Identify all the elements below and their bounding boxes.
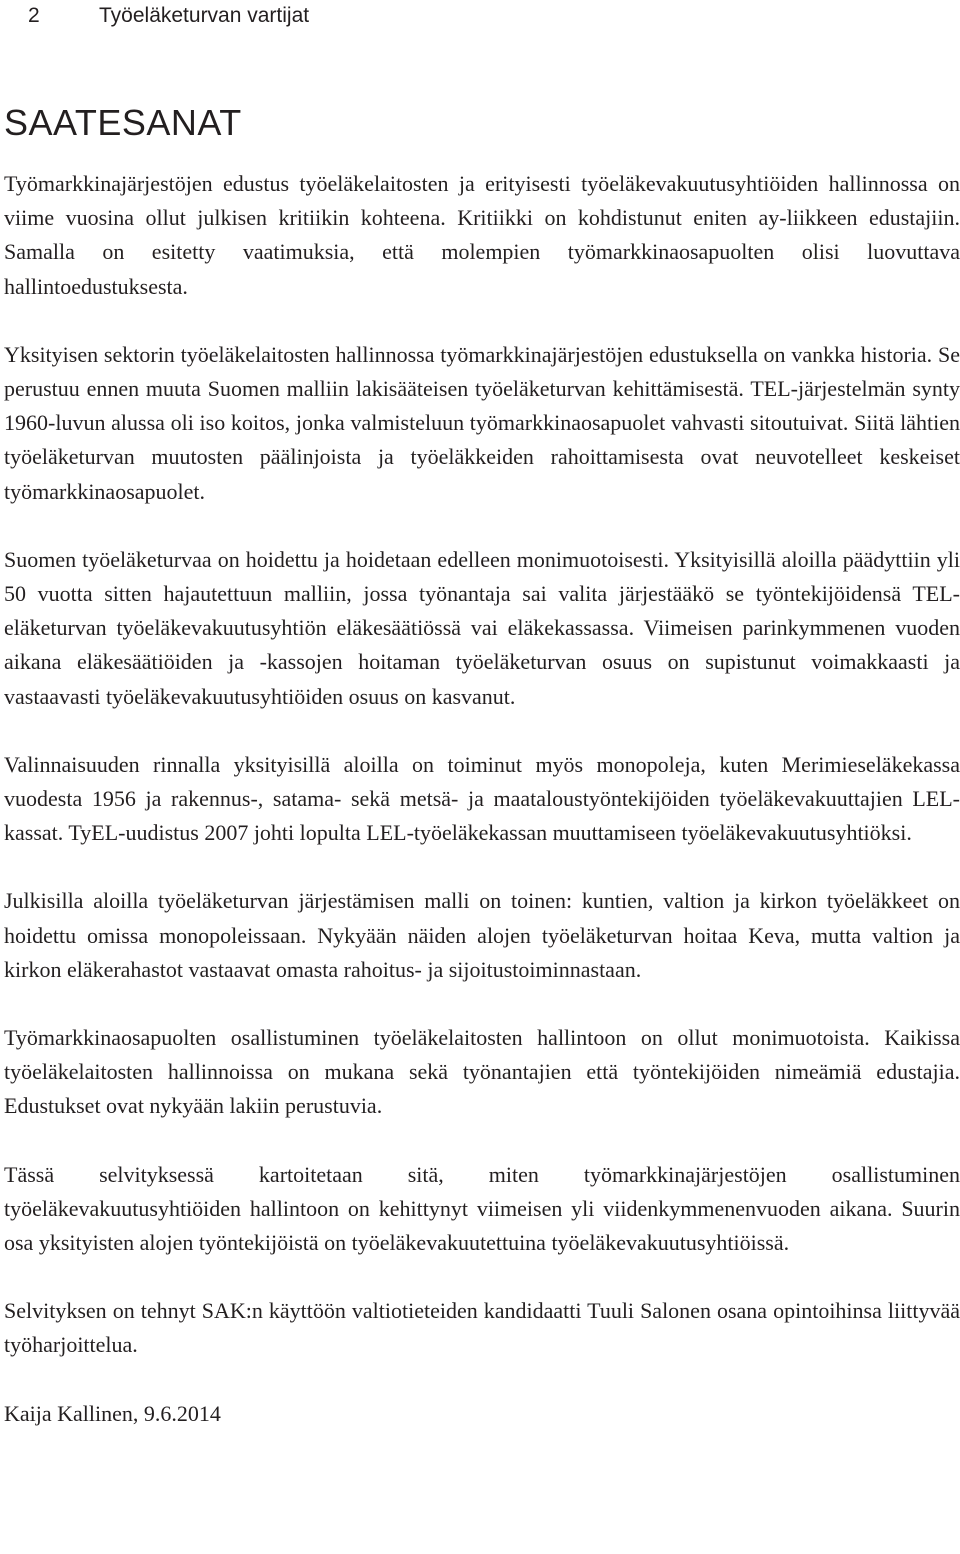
page-number: 2 <box>28 4 40 27</box>
page-title: SAATESANAT <box>4 102 242 143</box>
paragraph: Selvityksen on tehnyt SAK:n käyttöön valtiotieteiden kandidaatti Tuuli Salonen osana opintoihinsa liittyvää työharjoittelua. <box>4 1298 960 1358</box>
paragraph: Julkisilla aloilla työeläketurvan järjestämisen malli on toinen: kuntien, valtion ja kirkon työeläkkeet on hoidettu omissa monopoleissaan. Nykyään näiden alojen työeläketurvan hoitaa Keva, mutta valtion ja kirkon eläkerahastot vastaavat omasta rahoitus- ja sijoitustoiminnastaan. <box>4 888 960 982</box>
paragraph: Yksityisen sektorin työeläkelaitosten hallinnossa työmarkkinajärjestöjen edustuksella on vankka historia. Se perustuu ennen muuta Suomen malliin lakisääteisen työeläketurvan kehittämisestä. TEL-järjestelmän synty 1960-luvun alussa oli iso koitos, jonka valmisteluun työmarkkinaosapuolet vahvasti sitoutuivat. Siitä lähtien työeläketurvan muutosten päälinjoista ja työeläkkeiden rahoittamisesta ovat neuvotelleet keskeiset työmarkkinaosapuolet. <box>4 341 960 504</box>
running-header <box>28 2 309 30</box>
paragraph: Valinnaisuuden rinnalla yksityisillä aloilla on toiminut myös monopoleja, kuten Merimieseläkekassa vuodesta 1956 ja rakennus-, satama- sekä metsä- ja maataloustyöntekijöiden työeläkevakuuttajien LEL-kassat. TyEL-uudistus 2007 johti lopulta LEL-työeläkekassan muuttamiseen työeläkevakuutusyhtiöksi. <box>4 751 960 846</box>
paragraph: Työmarkkinajärjestöjen edustus työeläkelaitosten ja erityisesti työeläkevakuutusyhtiöiden hallinnossa on viime vuosina ollut julkisen kritiikin kohteena. Kritiikki on kohdistunut eniten ay-liikkeen edustajiin. Samalla on esitetty vaatimuksia, että molempien työmarkkinaosapuolten olisi luovuttava hallintoedustuksesta. <box>4 171 960 299</box>
body-text <box>4 167 960 1431</box>
paragraph: Tässä selvityksessä kartoitetaan sitä, miten työmarkkinajärjestöjen osallistuminen työeläkevakuutusyhtiöiden hallintoon on kehittynyt viimeisen yli viidenkymmenenvuoden aikana. Suurin osa yksityisten alojen työntekijöistä on työeläkevakuutettuina työeläkevakuutusyhtiöissä. <box>4 1161 960 1256</box>
running-title: Työeläketurvan vartijat <box>99 4 310 27</box>
paragraph: Suomen työeläketurvaa on hoidettu ja hoidetaan edelleen monimuotoisesti. Yksityisillä aloilla päädyttiin yli 50 vuotta sitten hajautettuun malliin, jossa työnantaja sai valita järjestääkö se työntekijöidensä TEL-eläketurvan työeläkevakuutusyhtiön eläkesäätiössä vai eläkekassassa. Viimeisen parinkymmenen vuoden aikana eläkesäätiöiden ja -kassojen hoitaman työeläketurvan osuus on supistunut voimakkaasti ja vastaavasti työeläkevakuutusyhtiöiden osuus on kasvanut. <box>4 546 960 709</box>
paragraph: Työmarkkinaosapuolten osallistuminen työeläkelaitosten hallintoon on ollut monimuotoista. Kaikissa työeläkelaitosten hallinnoissa on mukana sekä työnantajien että työntekijöiden nimeämiä edustajia. Edustukset ovat nykyään lakiin perustuvia. <box>4 1025 960 1119</box>
signature: Kaija Kallinen, 9.6.2014 <box>4 1400 221 1426</box>
